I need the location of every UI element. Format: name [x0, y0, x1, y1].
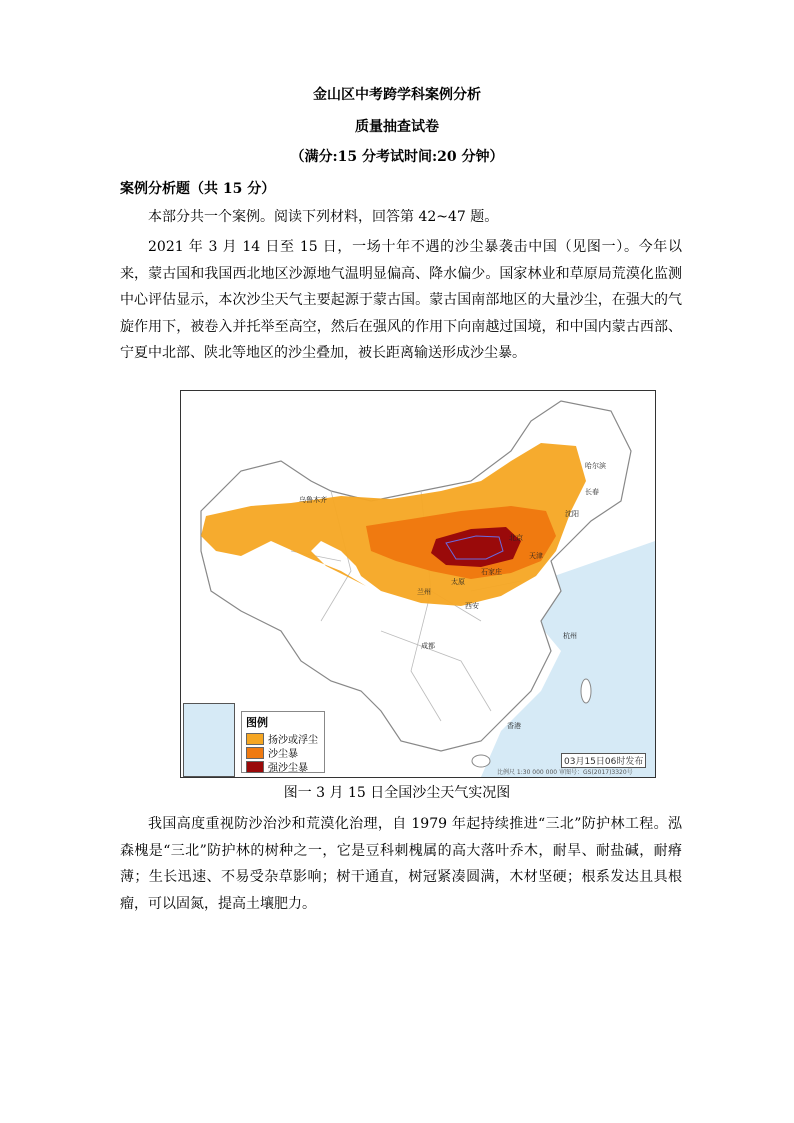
- legend-swatch-dust: [246, 733, 264, 745]
- paragraph-sandstorm: 2021 年 3 月 14 日至 15 日，一场十年不遇的沙尘暴袭击中国（见图一）。今年以来，蒙古国和我国西北地区沙源地气温明显偏高、降水偏少。国家林业和草原局荒漠化监测中心评估显示，本次沙尘天气主要起源于蒙古国。蒙古国南部地区的大量沙尘，在强大的气旋作用下，被卷入并托举至高空，然后在强风的作用下向南越过国境，和中国内蒙古西部、宁夏中北部、陕北等地区的沙尘叠加，被长距离输送形成沙尘暴。: [120, 239, 682, 361]
- city-harbin: 哈尔滨: [585, 462, 606, 470]
- legend-swatch-sandstorm: [246, 747, 264, 759]
- legend-item-severe: [246, 760, 320, 773]
- city-hangzhou: 杭州: [563, 632, 577, 640]
- map-legend: [241, 711, 325, 773]
- legend-item-dust: [246, 732, 320, 745]
- city-shenyang: 沈阳: [565, 510, 579, 518]
- legend-item-sandstorm: [246, 746, 320, 759]
- city-tianjin: 天津: [529, 552, 543, 560]
- city-lanzhou: 兰州: [417, 588, 431, 596]
- city-xian: 西安: [465, 602, 479, 610]
- doc-subtitle: 质量抽查试卷: [355, 119, 439, 135]
- intro-paragraph: 本部分共一个案例。阅读下列材料，回答第 42~47 题。: [148, 209, 499, 225]
- sandstorm-map-figure: [180, 390, 656, 778]
- city-urumqi: 乌鲁木齐: [299, 496, 327, 504]
- city-taiyuan: 太原: [451, 578, 465, 586]
- city-beijing: 北京: [509, 534, 523, 542]
- taiwan-island: [581, 679, 591, 703]
- hainan-island: [472, 755, 490, 767]
- doc-score-time: （满分:15 分考试时间:20 分钟）: [290, 149, 504, 165]
- city-chengdu: 成都: [421, 642, 435, 650]
- city-shijiazhuang: 石家庄: [481, 568, 502, 576]
- city-changchun: 长春: [585, 488, 599, 496]
- legend-swatch-severe: [246, 761, 264, 773]
- legend-label-sandstorm: 沙尘暴: [268, 749, 298, 760]
- doc-title: 金山区中考跨学科案例分析: [313, 87, 481, 103]
- scale-note: 比例尺 1:30 000 000 审图号：GS(2017)3320号: [497, 769, 633, 776]
- south-china-sea-inset: [183, 703, 235, 777]
- section-heading: 案例分析题（共 15 分）: [120, 181, 276, 197]
- city-hongkong: 香港: [507, 722, 521, 730]
- legend-label-severe: 强沙尘暴: [268, 763, 308, 774]
- paragraph-shelterbelt: 我国高度重视防沙治沙和荒漠化治理，自 1979 年起持续推进“三北”防护林工程。泓森槐是“三北”防护林的树种之一，它是豆科刺槐属的高大落叶乔木，耐旱、耐盐碱，耐瘠薄；生长迅速、不易受杂草影响；树干通直，树冠紧凑圆满，木材坚硬；根系发达且具根瘤，可以固氮，提高土壤肥力。: [120, 816, 682, 912]
- issue-stamp: 03月15日06时发布: [561, 753, 646, 768]
- legend-title: 图例: [246, 716, 268, 729]
- figure-caption: 图一 3 月 15 日全国沙尘天气实况图: [283, 785, 511, 801]
- legend-label-dust: 扬沙或浮尘: [268, 735, 318, 746]
